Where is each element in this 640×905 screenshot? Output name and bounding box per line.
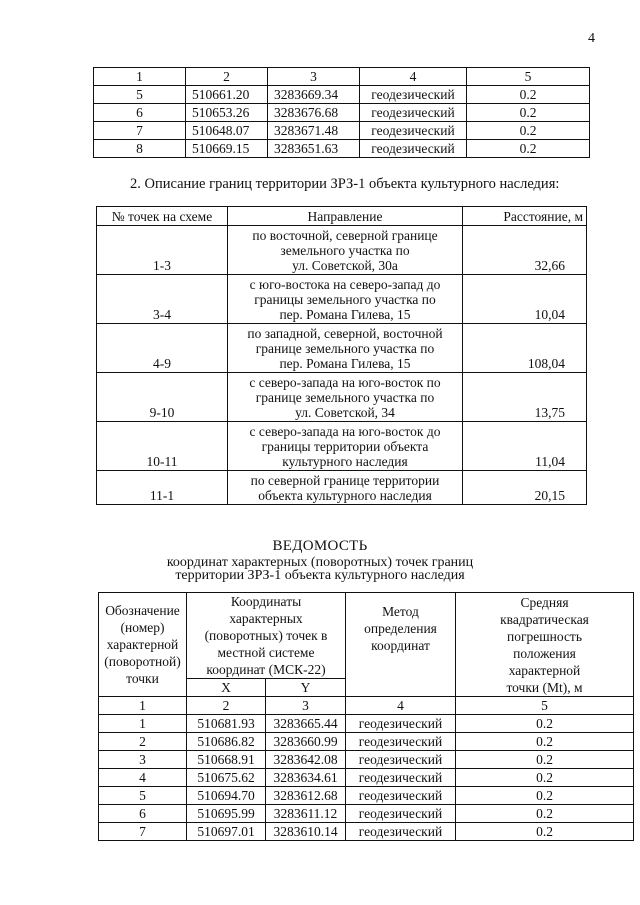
header-line: местной системе	[217, 645, 315, 660]
point-number-cell: 8	[94, 140, 186, 158]
header-line: Средняя	[520, 594, 569, 610]
direction-line: границе земельного участка по	[255, 390, 435, 405]
header-line: (поворотной)	[104, 654, 181, 669]
direction-line: с юго-востока на северо-запад до	[249, 277, 441, 292]
header-distance-cell: Расстояние, м	[463, 207, 587, 226]
error-cell: 0.2	[456, 715, 634, 733]
vedomost-subtitle-line2: территории ЗРЗ-1 объекта культурного наследия	[175, 568, 465, 583]
coord-x-cell: 510661.20	[186, 86, 268, 104]
direction-line: ул. Советской, 30а	[292, 258, 398, 273]
coord-x-cell: 510653.26	[186, 104, 268, 122]
column-number-cell: 4	[346, 697, 456, 715]
distance-cell: 11,04	[463, 422, 587, 471]
column-number-cell: 2	[186, 68, 268, 86]
header-line: (номер)	[120, 620, 165, 635]
error-cell: 0.2	[456, 733, 634, 751]
table-row	[94, 140, 590, 158]
direction-line: границе земельного участка по	[255, 341, 435, 356]
method-cell: геодезический	[346, 805, 456, 823]
table-header-row	[97, 207, 587, 226]
point-number-cell: 6	[94, 104, 186, 122]
method-cell: геодезический	[360, 122, 467, 140]
header-line: точки	[126, 671, 159, 686]
direction-line: по северной границе территории	[250, 473, 440, 488]
coord-y-cell: 3283611.12	[266, 805, 346, 823]
page-number: 4	[588, 31, 595, 46]
coord-x-cell: 510697.01	[187, 823, 266, 841]
table-row	[94, 122, 590, 140]
error-cell: 0.2	[456, 805, 634, 823]
direction-line: с северо-запада на юго-восток до	[249, 424, 441, 439]
method-cell: геодезический	[346, 787, 456, 805]
direction-line: границы территории объекта	[261, 439, 429, 454]
point-number-cell: 7	[94, 122, 186, 140]
error-cell: 0.2	[456, 787, 634, 805]
point-number-cell: 5	[99, 787, 187, 805]
column-number-cell: 2	[187, 697, 266, 715]
table-row	[99, 769, 634, 787]
error-cell: 0.2	[456, 769, 634, 787]
header-line: характерной	[106, 637, 179, 652]
section-2-title: 2. Описание границ территории ЗРЗ-1 объекта культурного наследия:	[130, 176, 560, 192]
coord-y-cell: 3283669.34	[268, 86, 360, 104]
coord-x-cell: 510648.07	[186, 122, 268, 140]
header-line: квадратическая	[500, 611, 589, 627]
coord-y-cell: 3283676.68	[268, 104, 360, 122]
direction-cell	[228, 422, 463, 471]
error-cell: 0.2	[467, 122, 590, 140]
column-number-cell: 3	[266, 697, 346, 715]
point-number-cell: 7	[99, 823, 187, 841]
header-line: характерной	[508, 662, 581, 678]
points-cell: 3-4	[97, 275, 228, 324]
distance-cell: 108,04	[463, 324, 587, 373]
error-cell: 0.2	[467, 140, 590, 158]
column-number-cell: 1	[99, 697, 187, 715]
point-number-cell: 4	[99, 769, 187, 787]
direction-line: пер. Романа Гилева, 15	[279, 307, 411, 322]
points-cell: 1-3	[97, 226, 228, 275]
header-point-designation-cell	[99, 593, 187, 697]
coord-x-cell: 510695.99	[187, 805, 266, 823]
header-method-cell	[346, 593, 456, 697]
table-row	[99, 805, 634, 823]
method-cell: геодезический	[346, 769, 456, 787]
header-line: погрешность	[506, 628, 582, 644]
coord-x-cell: 510694.70	[187, 787, 266, 805]
coord-y-cell: 3283671.48	[268, 122, 360, 140]
direction-cell	[228, 324, 463, 373]
header-y-cell: Y	[266, 679, 346, 697]
direction-line: с северо-запада на юго-восток по	[249, 375, 441, 390]
table-row	[97, 226, 587, 275]
header-line: (поворотных) точек в	[204, 628, 328, 643]
header-line: положения	[513, 645, 576, 661]
method-cell: геодезический	[360, 86, 467, 104]
distance-cell: 20,15	[463, 471, 587, 505]
header-line: координат	[371, 638, 430, 653]
error-cell: 0.2	[467, 86, 590, 104]
points-cell: 9-10	[97, 373, 228, 422]
coord-y-cell: 3283660.99	[266, 733, 346, 751]
header-line: координат (МСК-22)	[206, 662, 326, 677]
table-row	[99, 751, 634, 769]
point-number-cell: 1	[99, 715, 187, 733]
distance-cell: 32,66	[463, 226, 587, 275]
table-row	[99, 715, 634, 733]
coord-y-cell: 3283651.63	[268, 140, 360, 158]
coord-y-cell: 3283610.14	[266, 823, 346, 841]
direction-line: границы земельного участка по	[254, 292, 436, 307]
points-cell: 11-1	[97, 471, 228, 505]
table-row	[97, 324, 587, 373]
table-row	[99, 823, 634, 841]
point-number-cell: 3	[99, 751, 187, 769]
error-cell: 0.2	[456, 751, 634, 769]
header-x-cell: X	[187, 679, 266, 697]
table-header-row	[94, 68, 590, 86]
direction-line: объекта культурного наследия	[258, 488, 432, 503]
column-number-cell: 4	[360, 68, 467, 86]
vedomost-subtitle-line1: координат характерных (поворотных) точек границ	[166, 555, 474, 570]
vedomost-title: ВЕДОМОСТЬ	[272, 538, 368, 554]
direction-cell	[228, 275, 463, 324]
coord-x-cell: 510686.82	[187, 733, 266, 751]
point-number-cell: 2	[99, 733, 187, 751]
coord-x-cell: 510668.91	[187, 751, 266, 769]
point-number-cell: 5	[94, 86, 186, 104]
point-number-cell: 6	[99, 805, 187, 823]
direction-cell	[228, 471, 463, 505]
method-cell: геодезический	[346, 751, 456, 769]
coord-x-cell: 510681.93	[187, 715, 266, 733]
table-row	[97, 422, 587, 471]
direction-line: земельного участка по	[280, 243, 410, 258]
direction-cell	[228, 373, 463, 422]
table-row	[97, 275, 587, 324]
coord-y-cell: 3283665.44	[266, 715, 346, 733]
header-line: точки (Mt), м	[506, 679, 583, 695]
distance-cell: 13,75	[463, 373, 587, 422]
table-row	[99, 787, 634, 805]
method-cell: геодезический	[360, 140, 467, 158]
header-points-cell: № точек на схеме	[97, 207, 228, 226]
coord-y-cell: 3283612.68	[266, 787, 346, 805]
column-number-cell: 3	[268, 68, 360, 86]
error-cell: 0.2	[467, 104, 590, 122]
column-number-cell: 1	[94, 68, 186, 86]
table-row	[97, 471, 587, 505]
table-row	[94, 104, 590, 122]
coordinates-table-continued	[93, 67, 590, 158]
header-direction-cell: Направление	[228, 207, 463, 226]
header-line: Метод	[382, 604, 419, 619]
points-cell: 4-9	[97, 324, 228, 373]
coord-y-cell: 3283634.61	[266, 769, 346, 787]
boundary-description-table	[96, 206, 587, 505]
direction-line: пер. Романа Гилева, 15	[279, 356, 411, 371]
vedomost-coordinates-table	[98, 592, 634, 841]
coord-x-cell: 510675.62	[187, 769, 266, 787]
method-cell: геодезический	[360, 104, 467, 122]
table-row	[97, 373, 587, 422]
column-number-cell: 5	[467, 68, 590, 86]
distance-cell: 10,04	[463, 275, 587, 324]
direction-cell	[228, 226, 463, 275]
direction-line: культурного наследия	[282, 454, 408, 469]
error-cell: 0.2	[456, 823, 634, 841]
table-row	[99, 733, 634, 751]
method-cell: геодезический	[346, 715, 456, 733]
header-line: Обозначение	[105, 603, 180, 618]
header-error-cell	[456, 593, 634, 697]
direction-line: по западной, северной, восточной	[247, 326, 443, 341]
header-coordinates-cell	[187, 593, 346, 679]
header-line: определения	[364, 621, 437, 636]
method-cell: геодезический	[346, 823, 456, 841]
method-cell: геодезический	[346, 733, 456, 751]
direction-line: ул. Советской, 34	[295, 405, 395, 420]
table-row	[94, 86, 590, 104]
header-line: характерных	[229, 611, 303, 626]
column-numbers-row	[99, 697, 634, 715]
coord-y-cell: 3283642.08	[266, 751, 346, 769]
coord-x-cell: 510669.15	[186, 140, 268, 158]
table-header-row	[99, 593, 634, 679]
column-number-cell: 5	[456, 697, 634, 715]
header-line: Координаты	[230, 594, 302, 609]
points-cell: 10-11	[97, 422, 228, 471]
direction-line: по восточной, северной границе	[252, 228, 438, 243]
